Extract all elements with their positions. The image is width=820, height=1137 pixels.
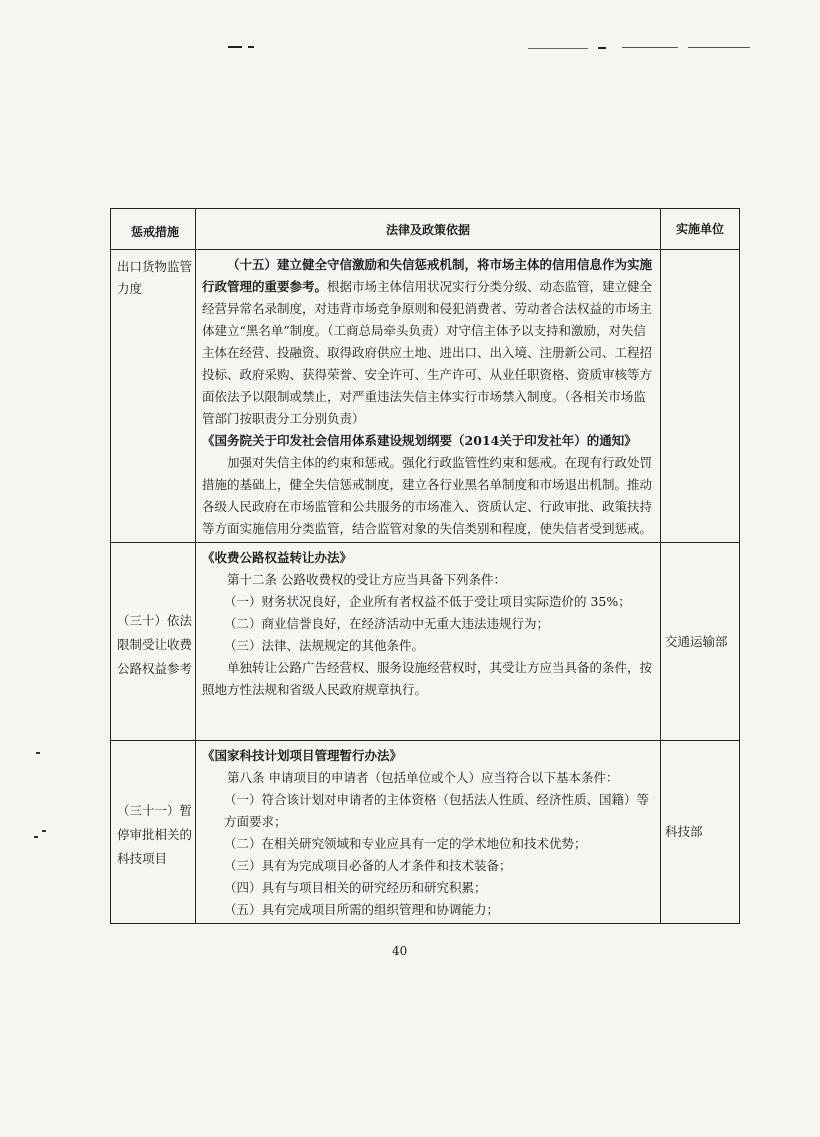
basis-cell — [196, 543, 661, 741]
scan-mark — [598, 47, 606, 49]
list-item: （二）在相关研究领域和专业应具有一定的学术地位和技术优势； — [224, 836, 587, 851]
list-item: （三）具有为完成项目必备的人才条件和技术装备； — [224, 858, 512, 873]
table-header-row — [111, 209, 740, 250]
policy-table — [110, 208, 740, 924]
basis-cell — [196, 250, 661, 543]
measure-cell — [111, 543, 196, 741]
scan-mark — [248, 46, 254, 48]
list-item: （一）财务状况良好，企业所有者权益不低于受让项目实际造价的 35%； — [224, 594, 631, 609]
scan-mark — [228, 46, 242, 48]
document-title: 《国务院关于印发社会信用体系建设规划纲要（2014关于印发社年）的通知》 — [202, 433, 637, 448]
scan-mark — [622, 47, 678, 48]
page-number: 40 — [392, 944, 408, 958]
measure-text: （三十一）暂停审批相关的科技项目 — [117, 803, 193, 866]
measure-cell — [111, 250, 196, 543]
list-item: （四）具有与项目相关的研究经历和研究积累； — [224, 880, 487, 895]
scan-mark — [42, 830, 46, 832]
document-title: 《收费公路权益转让办法》 — [202, 550, 353, 565]
table-row — [111, 250, 740, 543]
document-title: 《国家科技计划项目管理暂行办法》 — [202, 748, 403, 763]
scan-mark — [528, 48, 588, 49]
list-item: （五）具有完成项目所需的组织管理和协调能力； — [224, 902, 500, 917]
measure-text: 出口货物监管力度 — [117, 259, 193, 296]
basis-lead: （十五）建立健全守信激励和失信惩戒机制，将市场主体的信用信息作为实施行政管理的重要参考。 — [202, 257, 653, 294]
table-row — [111, 543, 740, 741]
header-basis: 法律及政策依据 — [196, 209, 661, 250]
table-row — [111, 741, 740, 924]
unit-cell: 交通运输部 — [661, 543, 740, 741]
list-item: （一）符合该计划对申请者的主体资格（包括法人性质、经济性质、国籍）等方面要求； — [224, 792, 650, 829]
article-text: 第八条 申请项目的申请者（包括单位或个人）应当符合以下基本条件： — [227, 770, 619, 785]
unit-cell: 科技部 — [661, 741, 740, 924]
basis-cell — [196, 741, 661, 924]
list-item: （二）商业信誉良好，在经济活动中无重大违法违规行为； — [224, 616, 550, 631]
closing-text: 单独转让公路广告经营权、服务设施经营权时，其受让方应当具备的条件，按照地方性法规和省级人民政府规章执行。 — [202, 660, 653, 697]
basis-text: 根据市场主体信用状况实行分类分级、动态监管，建立健全经营异常名录制度，对违背市场竞争原则和侵犯消费者、劳动者合法权益的市场主体建立“黑名单”制度。（工商总局牵头负责）对守信主体予以支持和激励，对失信主体在经营、投融资、取得政府供应土地、进出口、出入境、注册新公司、工程招投标、政府采购、获得荣誉、安全许可、生产许可、从业任职资格、资质审核等方面依法予以限制或禁止，对严重违法失信主体实行市场禁入制度。（各相关市场监管部门按职责分工分别负责） — [202, 279, 653, 426]
scan-mark — [34, 836, 38, 838]
header-measure: 惩戒措施 — [111, 209, 196, 250]
unit-cell — [661, 250, 740, 543]
measure-text: （三十）依法限制受让收费公路权益参考 — [117, 612, 193, 676]
list-item: （三）法律、法规规定的其他条件。 — [224, 638, 425, 653]
article-text: 第十二条 公路收费权的受让方应当具备下列条件： — [227, 572, 506, 587]
basis-paragraph — [202, 254, 654, 430]
basis-paragraph: 加强对失信主体的约束和惩戒。强化行政监管性约束和惩戒。在现有行政处罚措施的基础上，健全失信惩戒制度，建立各行业黑名单制度和市场退出机制。推动各级人民政府在市场监管和公共服务的市场准入、资质认定、行政审批、政策扶持等方面实施信用分类监管，结合监管对象的失信类别和程度，使失信者受到惩戒。 — [202, 455, 653, 536]
scan-mark — [688, 47, 750, 48]
header-unit: 实施单位 — [661, 209, 740, 250]
measure-cell — [111, 741, 196, 924]
scan-mark — [36, 752, 40, 754]
